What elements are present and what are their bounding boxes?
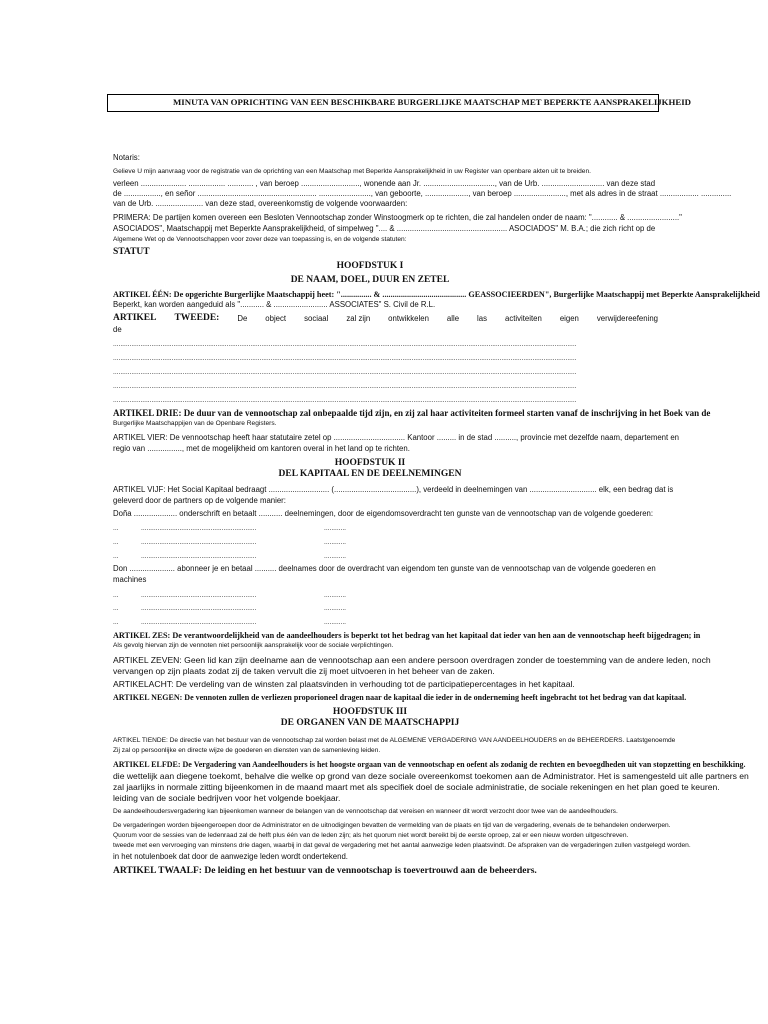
article-2-word: eigen xyxy=(559,314,579,323)
list-item-marker: ... xyxy=(113,619,119,626)
chapter-1-subtitle: DE NAAM, DOEL, DUUR EN ZETEL xyxy=(290,275,450,285)
article-2-word: alle xyxy=(446,314,460,323)
article-4-line-2: regio van ................, met de mogelijkheid om kantoren overal in het land op te richten. xyxy=(113,444,410,453)
article-6-line-2: Als gevolg hiervan zijn de vennoten niet persoonlijk aansprakelijk voor de sociale verplichtingen. xyxy=(113,642,394,649)
list-item-value: ............ xyxy=(324,525,346,532)
article-3-line-2: Burgerlijke Maatschappijen van de Openbare Registers. xyxy=(113,420,277,427)
list-item-marker: ... xyxy=(113,553,119,560)
article-2-word: ontwikkelen xyxy=(388,314,429,323)
don-line-2: machines xyxy=(113,575,147,584)
chapter-2-title: HOOFDSTUK II xyxy=(334,458,406,468)
article-5-line-2: geleverd door de partners op de volgende manier: xyxy=(113,496,286,505)
list-item-value: ............ xyxy=(324,553,346,560)
article-3-line-1: ARTIKEL DRIE: De duur van de vennootschap zal onbepaalde tijd zijn, en zij zal haar activiteiten formeel starten vanaf de inschrijving in het Boek van de xyxy=(113,408,711,418)
article-2-word: ARTIKEL xyxy=(113,313,157,323)
list-item-dots: ............................................................... xyxy=(141,525,257,532)
article-7-line-1: ARTIKEL ZEVEN: Geen lid kan zijn deelname aan de vennootschap aan een andere persoon overdragen zonder de toestemming van de andere leden, noch xyxy=(113,655,711,665)
dotted-line: ............................................................................................................................................................................................................................................................. xyxy=(113,383,577,390)
statut-heading: STATUT xyxy=(113,247,150,257)
list-item-marker: ... xyxy=(113,525,119,532)
chapter-1-title: HOOFDSTUK I xyxy=(336,261,404,271)
article-11-line-2: die wettelijk aan diegene toekomt, behalve die welke op grond van deze sociale overeenkomst toekomen aan de Administrator. Het is samengesteld uit alle partners en xyxy=(113,771,749,781)
article-2-word: sociaal xyxy=(304,314,329,323)
article-12: ARTIKEL TWAALF: De leiding en het bestuur van de vennootschap is toevertrouwd aan de beheerders. xyxy=(113,866,537,876)
article-5-line-1: ARTIKEL VIJF: Het Social Kapitaal bedraagt ............................ (......................................), verdeeld in deelnemingen van ............................... elk, een bedrag dat is xyxy=(113,485,674,494)
article-11-line-4: leiding van de sociale bedrijven voor het volgende boekjaar. xyxy=(113,793,341,803)
article-8: ARTIKELACHT: De verdeling van de winsten zal plaatsvinden in verhouding tot de participatiepercentages in het kapitaal. xyxy=(113,679,575,689)
meeting-line-5: in het notulenboek dat door de aanwezige leden wordt ondertekend. xyxy=(113,852,348,861)
list-item-marker: ... xyxy=(113,592,119,599)
chapter-3-subtitle: DE ORGANEN VAN DE MAATSCHAPPIJ xyxy=(280,718,460,728)
chapter-2-subtitle: DEL KAPITAAL EN DE DEELNEMINGEN xyxy=(278,469,462,479)
article-2-word: verwijdereefening xyxy=(596,314,658,323)
article-7-line-2: vervangen op zijn plaats zodat zij de taken vervult die zij moet uitvoeren in het beheer van de zaken. xyxy=(113,666,495,676)
list-item-value: ............ xyxy=(324,539,346,546)
list-item-dots: ............................................................... xyxy=(141,539,257,546)
article-10-line-2: Zij zal op persoonlijke en directe wijze de goederen en diensten van de samenleving leiden. xyxy=(113,747,381,754)
dona-line: Doña .................... onderschrift en betaalt ........... deelnemingen, door de eigendomsoverdracht ten gunste van de vennootschap van de volgende goederen: xyxy=(113,509,654,518)
article-2-word: activiteiten xyxy=(504,314,542,323)
chapter-3-title: HOOFDSTUK III xyxy=(332,707,408,717)
intro-line-2: verleen ..................... ................. ............ , van beroep ..........................., wonende aan Jr. ................................., van de Urb. ............................. van deze stad xyxy=(113,179,656,188)
article-1-line-2: Beperkt, kan worden aangeduid als "........... & ......................... ASSOCIATES" S. Civil de R.L. xyxy=(113,300,436,309)
list-item-dots: ............................................................... xyxy=(141,619,257,626)
intro-line-3: de ................., en señor ....................................................... ........................, van geboorte, ...................., van beroep ........................, met als adres in de straat .................. .............. xyxy=(113,189,732,198)
list-item-marker: ... xyxy=(113,605,119,612)
meeting-line-1: De aandeelhoudersvergadering kan bijeenkomen wanneer de belangen van de vennootschap dat vereisen en wanneer dit wordt verzocht door twee van de aandeelhouders. xyxy=(113,808,618,815)
dotted-line: ............................................................................................................................................................................................................................................................. xyxy=(113,341,577,348)
dotted-line: ............................................................................................................................................................................................................................................................. xyxy=(113,355,577,362)
article-2-word: object xyxy=(265,314,287,323)
list-item-marker: ... xyxy=(113,539,119,546)
primera-line-2: ASOCIADOS", Maatschappij met Beperkte Aansprakelijkheid, of simpelweg ".... & ................................................... ASOCIADOS" M. B.A.; die zich richt op de xyxy=(113,224,656,233)
article-2-line-1 xyxy=(113,313,658,324)
primera-line-3: Algemene Wet op de Vennootschappen voor zover deze van toepassing is, en de volgende statuten: xyxy=(113,236,407,243)
intro-line-1: Gelieve U mijn aanvraag voor de registratie van de oprichting van een Maatschap met Beperkte Aansprakelijkheid in uw Register van openbare akten uit te breiden. xyxy=(113,168,591,175)
don-line-1: Don ..................... abonneer je en betaal .......... deelnames door de overdracht van eigendom ten gunste van de vennootschap van de volgende goederen en xyxy=(113,564,656,573)
dotted-line: ............................................................................................................................................................................................................................................................. xyxy=(113,397,577,404)
dotted-line: ............................................................................................................................................................................................................................................................. xyxy=(113,369,577,376)
article-2-word: TWEEDE: xyxy=(174,313,220,323)
article-11-line-1: ARTIKEL ELFDE: De Vergadering van Aandeelhouders is het hoogste orgaan van de vennootschap en oefent als zodanig de rechten en bevoegdheden uit van stopzetting en beschikking. xyxy=(113,760,746,769)
meeting-line-2: De vergaderingen worden bijeengeroepen door de Administrator en de uitnodigingen bevatten de vermelding van de plaats en tijd van de vergadering, evenals de te behandelen onderwerpen. xyxy=(113,822,671,829)
article-4-line-1: ARTIKEL VIER: De vennootschap heeft haar statutaire zetel op ................................. Kantoor ......... in de stad .........., provincie met dezelfde naam, departement en xyxy=(113,433,679,442)
list-item-value: ............ xyxy=(324,619,346,626)
list-item-dots: ............................................................... xyxy=(141,553,257,560)
article-9: ARTIKEL NEGEN: De vennoten zullen de verliezen proporioneel dragen naar de kapitaal die ieder in de onderneming heeft ingebracht tot het bedrag van dat kapitaal. xyxy=(113,693,687,702)
meeting-line-4: tweede met een vervroeging van minstens drie dagen, waarbij in dat geval de vergadering met het aantal aanwezige leden plaatsvindt. De afspraken van de vergaderingen zullen vastgelegd worden. xyxy=(113,842,691,849)
list-item-value: ............ xyxy=(324,605,346,612)
article-2-line-2: de xyxy=(113,325,122,334)
list-item-value: ............ xyxy=(324,592,346,599)
article-2-word: De xyxy=(237,314,248,323)
article-10-line-1: ARTIKEL TIENDE: De directie van het bestuur van de vennootschap zal worden belast met de ALGEMENE VERGADERING VAN AANDEELHOUDERS en de BEHEERDERS. Laatstgenoemde xyxy=(113,737,676,744)
list-item-dots: ............................................................... xyxy=(141,605,257,612)
article-11-line-3: zal jaarlijks in normale zitting bijeenkomen in de maand maart met als specifiek doel de sociale administratie, de sociale rekeningen en het plan goed te keuren. xyxy=(113,782,720,792)
intro-line-4: van de Urb. ...................... van deze stad, overeenkomstig de volgende voorwaarden: xyxy=(113,199,408,208)
article-6-line-1: ARTIKEL ZES: De verantwoordelijkheid van de aandeelhouders is beperkt tot het bedrag van het kapitaal dat ieder van hen aan de vennootschap heeft bijgedragen; in xyxy=(113,631,701,640)
meeting-line-3: Quorum voor de sessies van de ledenraad zal de helft plus één van de leden zijn; als het quorum niet wordt bereikt bij de eerste oproep, zal er een nieuw worden uitgeschreven. xyxy=(113,832,629,839)
article-2-word: zal zijn xyxy=(346,314,371,323)
article-2-word: las xyxy=(477,314,487,323)
article-1-line-1: ARTIKEL ÉÉN: De opgerichte Burgerlijke Maatschappij heet: "............... & ......................................... GEASSOCIEERDEN", Burgerlijke Maatschappij met Beperkte Aansprakelijkheid xyxy=(113,290,760,299)
list-item-dots: ............................................................... xyxy=(141,592,257,599)
document-title: MINUTA VAN OPRICHTING VAN EEN BESCHIKBARE BURGERLIJKE MAATSCHAP MET BEPERKTE AANSPRAKELIJKHEID xyxy=(173,97,691,107)
primera-line-1: PRIMERA: De partijen komen overeen een Besloten Vennootschap zonder Winstoogmerk op te richten, die zal handelen onder de naam: "............ & ........................" xyxy=(113,213,682,222)
notaris-label: Notaris: xyxy=(113,153,140,162)
